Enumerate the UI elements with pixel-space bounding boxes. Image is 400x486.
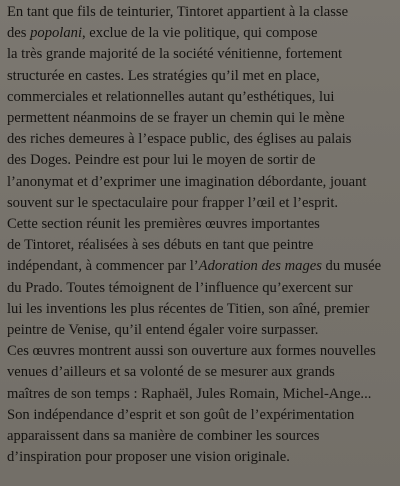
text-segment: des bbox=[7, 25, 31, 42]
text-line: du Prado. Toutes témoignent de l’influence qu’exercent sur bbox=[7, 279, 353, 296]
text-line: Cette section réunit les premières œuvres importantes bbox=[7, 216, 320, 232]
text-line: de Tintoret, réalisées à ses débuts en tant que peintre bbox=[7, 237, 314, 254]
text-line: Son indépendance d’esprit et son goût de l’expérimentation bbox=[7, 406, 355, 423]
text-line bbox=[7, 257, 381, 275]
text-line: d’inspiration pour proposer une vision originale. bbox=[7, 449, 290, 466]
text-segment: , exclue de la vie politique, qui compose bbox=[82, 25, 318, 42]
text-line: lui les inventions les plus récentes de Titien, son aîné, premier bbox=[7, 300, 370, 317]
italic-title: Adoration des mages bbox=[198, 258, 322, 275]
text-line: permettent néanmoins de se frayer un chemin qui le mène bbox=[7, 110, 345, 126]
text-line: apparaissent dans sa manière de combiner les sources bbox=[7, 428, 320, 444]
text-line: commerciales et relationnelles autant qu’esthétiques, lui bbox=[7, 88, 335, 105]
text-line: venues d’ailleurs et sa volonté de se mesurer aux grands bbox=[7, 364, 335, 381]
text-line: l’anonymat et d’exprimer une imagination débordante, jouant bbox=[7, 173, 367, 190]
text-line: maîtres de son temps : Raphaël, Jules Romain, Michel-Ange... bbox=[7, 385, 372, 402]
text-line: souvent sur le spectaculaire pour frapper l’œil et l’esprit. bbox=[7, 194, 339, 211]
text-line: Ces œuvres montrent aussi son ouverture aux formes nouvelles bbox=[7, 343, 376, 360]
text-line: la très grande majorité de la société vénitienne, fortement bbox=[7, 46, 343, 63]
text-line: En tant que fils de teinturier, Tintoret appartient à la classe bbox=[7, 4, 349, 20]
text-line: peintre de Venise, qu’il entend égaler voire surpasser. bbox=[7, 322, 319, 338]
text-segment: du musée bbox=[321, 258, 382, 275]
text-line: des Doges. Peindre est pour lui le moyen de sortir de bbox=[7, 152, 316, 169]
text-line bbox=[7, 24, 317, 42]
text-segment: indépendant, à commencer par l’ bbox=[7, 258, 199, 275]
italic-title: popolani bbox=[30, 25, 82, 42]
text-line: des riches demeures à l’espace public, des églises au palais bbox=[7, 131, 352, 148]
text-line: structurée en castes. Les stratégies qu’il met en place, bbox=[7, 67, 320, 84]
